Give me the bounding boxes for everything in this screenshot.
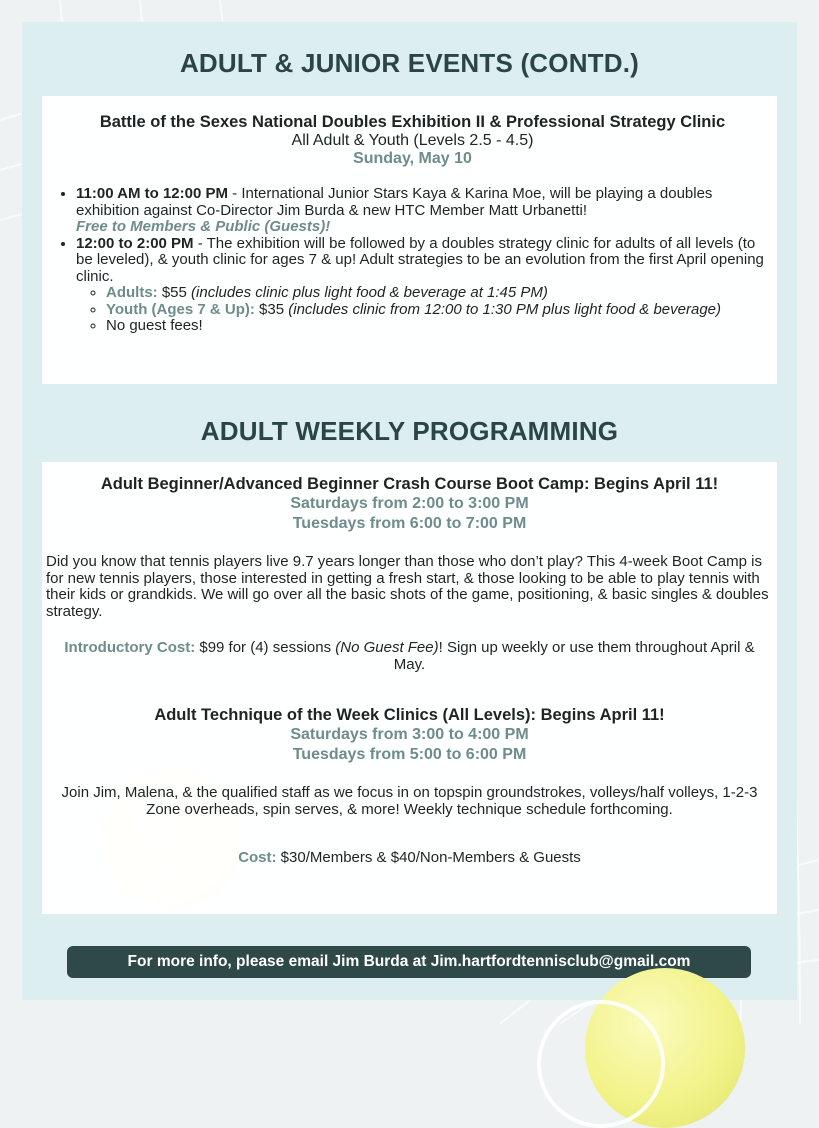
event-schedule-list — [58, 186, 767, 335]
price-detail: (includes clinic from 12:00 to 1:30 PM plus light food & beverage) — [288, 300, 721, 318]
event-date: Sunday, May 10 — [353, 150, 472, 167]
event-panel — [42, 96, 777, 384]
item-time: 11:00 AM to 12:00 PM — [76, 185, 228, 202]
list-item — [106, 302, 767, 319]
program-schedule: Saturdays from 2:00 to 3:00 PM — [290, 495, 529, 512]
program-schedule: Tuesdays from 6:00 to 7:00 PM — [292, 515, 527, 532]
cost-text: $99 for (4) sessions — [195, 639, 336, 656]
price-value: $35 — [254, 300, 289, 318]
list-item — [76, 186, 767, 236]
price-label: Adults: — [106, 284, 158, 301]
cost-label: Introductory Cost: — [64, 639, 196, 656]
program-title: Adult Technique of the Week Clinics (All Levels): Begins April 11! — [154, 706, 665, 724]
program-description: Join Jim, Malena, & the qualified staff as we focus in on topspin groundstrokes, volleys/half volleys, 1-2-3 Zone overheads, spin serves, & more! Weekly technique schedule forthcoming. — [61, 784, 758, 818]
section-heading-events: ADULT & JUNIOR EVENTS (CONTD.) — [179, 48, 640, 78]
price-value: $55 — [157, 284, 192, 301]
tennis-ball-icon — [585, 968, 745, 1128]
program-cost — [42, 850, 777, 867]
program-schedule: Saturdays from 3:00 to 4:00 PM — [290, 726, 529, 743]
list-item: ◦ No guest fees! — [106, 318, 767, 335]
cost-text: $30/Members & $40/Non-Members & Guests — [276, 849, 581, 866]
price-detail: (includes clinic plus light food & beverage at 1:45 PM) — [191, 284, 548, 301]
list-item — [106, 285, 767, 302]
cost-note: (No Guest Fee) — [335, 639, 439, 656]
list-item — [76, 236, 767, 335]
free-note: Free to Members & Public (Guests)! — [76, 218, 331, 235]
contact-footer-banner: For more info, please email Jim Burda at Jim.hartfordtennisclub@gmail.com — [67, 946, 751, 978]
item-text: - The exhibition will be followed by a doubles strategy clinic for adults of all levels (to be leveled), & youth clinic for ages 7 & up! Adult strategies to be an evolution from the first April opening clinic. — [76, 234, 764, 285]
program-cost — [42, 640, 777, 673]
item-time: 12:00 to 2:00 PM — [76, 234, 194, 252]
cost-label: Cost: — [238, 849, 277, 866]
cost-tail: ! Sign up weekly or use them throughout April & May. — [393, 639, 755, 673]
event-title: Battle of the Sexes National Doubles Exhibition II & Professional Strategy Clinic — [99, 113, 726, 131]
item-text: - International Junior Stars Kaya & Karina Moe, will be playing a doubles exhibition against Co-Director Jim Burda & new HTC Member Matt Urbanetti! — [76, 185, 713, 219]
section-heading-weekly: ADULT WEEKLY PROGRAMMING — [200, 416, 619, 446]
price-label: Youth (Ages 7 & Up): — [106, 300, 255, 318]
pricing-list — [76, 285, 767, 335]
program-schedule: Tuesdays from 5:00 to 6:00 PM — [292, 746, 527, 763]
weekly-programming-panel — [42, 462, 777, 914]
program-title: Adult Beginner/Advanced Beginner Crash Course Boot Camp: Begins April 11! — [100, 475, 719, 493]
program-description: Did you know that tennis players live 9.7 years longer than those who don’t play? This 4-week Boot Camp is for new tennis players, those interested in getting a fresh start, & those looking to be able to play tennis with their kids or grandkids. We will go over all the basic shots of the game, positioning, & basic singles & doubles strategy. — [46, 553, 769, 620]
event-audience: All Adult & Youth (Levels 2.5 - 4.5) — [291, 132, 534, 149]
